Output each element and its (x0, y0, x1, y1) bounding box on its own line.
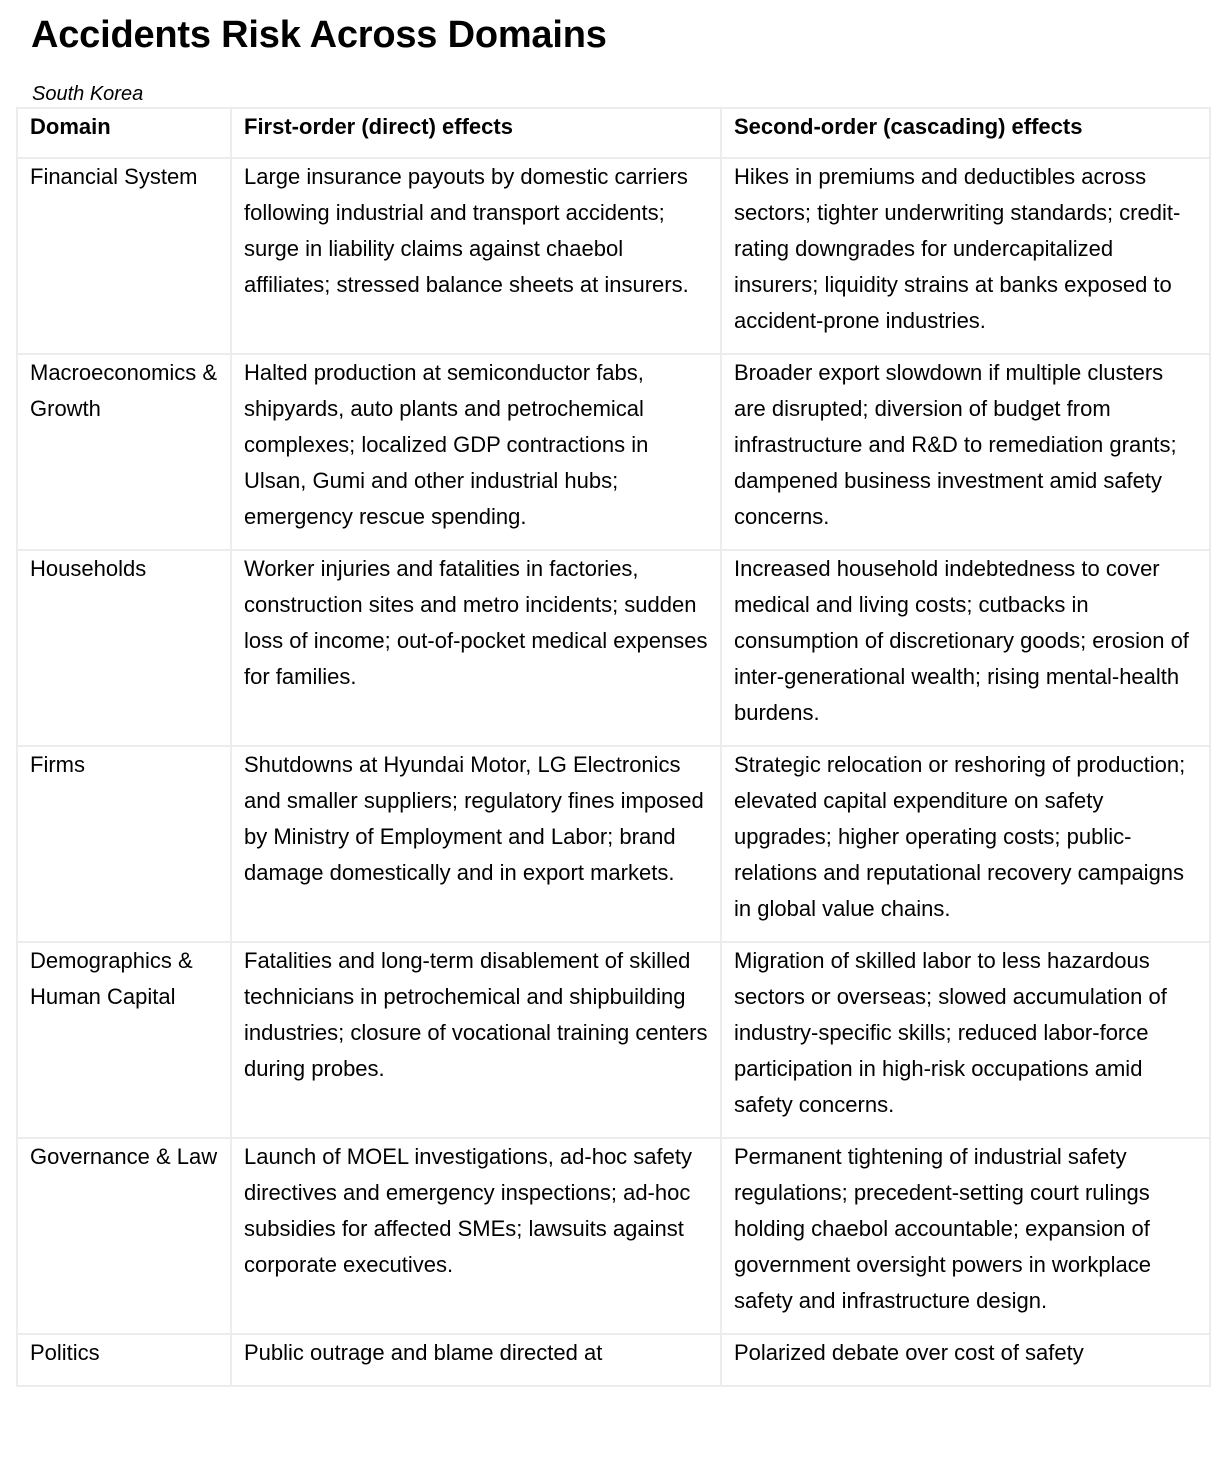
domain-cell: Macroeconomics & Growth (17, 354, 231, 550)
column-header-first-order: First-order (direct) effects (231, 108, 721, 158)
second-order-cell: Hikes in premiums and deductibles across sectors; tighter underwriting standards; credit-rating downgrades for undercapitalized insurers; liquidity strains at banks exposed to accident-prone industries. (721, 158, 1210, 354)
page-title: Accidents Risk Across Domains (31, 14, 607, 56)
first-order-cell: Launch of MOEL investigations, ad-hoc safety directives and emergency inspections; ad-hoc subsidies for affected SMEs; lawsuits against corporate executives. (231, 1138, 721, 1334)
table-row (17, 942, 1210, 1138)
first-order-cell: Worker injuries and fatalities in factories, construction sites and metro incidents; sudden loss of income; out-of-pocket medical expenses for families. (231, 550, 721, 746)
second-order-cell: Strategic relocation or reshoring of production; elevated capital expenditure on safety upgrades; higher operating costs; public-relations and reputational recovery campaigns in global value chains. (721, 746, 1210, 942)
second-order-cell: Increased household indebtedness to cover medical and living costs; cutbacks in consumption of discretionary goods; erosion of inter-generational wealth; rising mental-health burdens. (721, 550, 1210, 746)
table-row (17, 1334, 1210, 1386)
domain-cell: Households (17, 550, 231, 746)
table-header-row (17, 108, 1210, 158)
first-order-cell: Large insurance payouts by domestic carriers following industrial and transport accidents; surge in liability claims against chaebol affiliates; stressed balance sheets at insurers. (231, 158, 721, 354)
second-order-cell: Migration of skilled labor to less hazardous sectors or overseas; slowed accumulation of industry-specific skills; reduced labor-force participation in high-risk occupations amid safety concerns. (721, 942, 1210, 1138)
second-order-cell: Permanent tightening of industrial safety regulations; precedent-setting court rulings holding chaebol accountable; expansion of government oversight powers in workplace safety and infrastructure design. (721, 1138, 1210, 1334)
column-header-domain: Domain (17, 108, 231, 158)
domain-cell: Politics (17, 1334, 231, 1386)
first-order-cell: Halted production at semiconductor fabs, shipyards, auto plants and petrochemical complexes; localized GDP contractions in Ulsan, Gumi and other industrial hubs; emergency rescue spending. (231, 354, 721, 550)
table-row (17, 550, 1210, 746)
first-order-cell: Fatalities and long-term disablement of skilled technicians in petrochemical and shipbuilding industries; closure of vocational training centers during probes. (231, 942, 721, 1138)
table-row (17, 354, 1210, 550)
table-row (17, 746, 1210, 942)
first-order-cell: Shutdowns at Hyundai Motor, LG Electronics and smaller suppliers; regulatory fines imposed by Ministry of Employment and Labor; brand damage domestically and in export markets. (231, 746, 721, 942)
table-row (17, 1138, 1210, 1334)
effects-table (16, 107, 1211, 1387)
subtitle: South Korea (32, 83, 144, 105)
first-order-cell: Public outrage and blame directed at (231, 1334, 721, 1386)
table-row (17, 158, 1210, 354)
second-order-cell: Broader export slowdown if multiple clusters are disrupted; diversion of budget from infrastructure and R&D to remediation grants; dampened business investment amid safety concerns. (721, 354, 1210, 550)
domain-cell: Financial System (17, 158, 231, 354)
column-header-second-order: Second-order (cascading) effects (721, 108, 1210, 158)
domain-cell: Demographics & Human Capital (17, 942, 231, 1138)
domain-cell: Governance & Law (17, 1138, 231, 1334)
second-order-cell: Polarized debate over cost of safety (721, 1334, 1210, 1386)
domain-cell: Firms (17, 746, 231, 942)
